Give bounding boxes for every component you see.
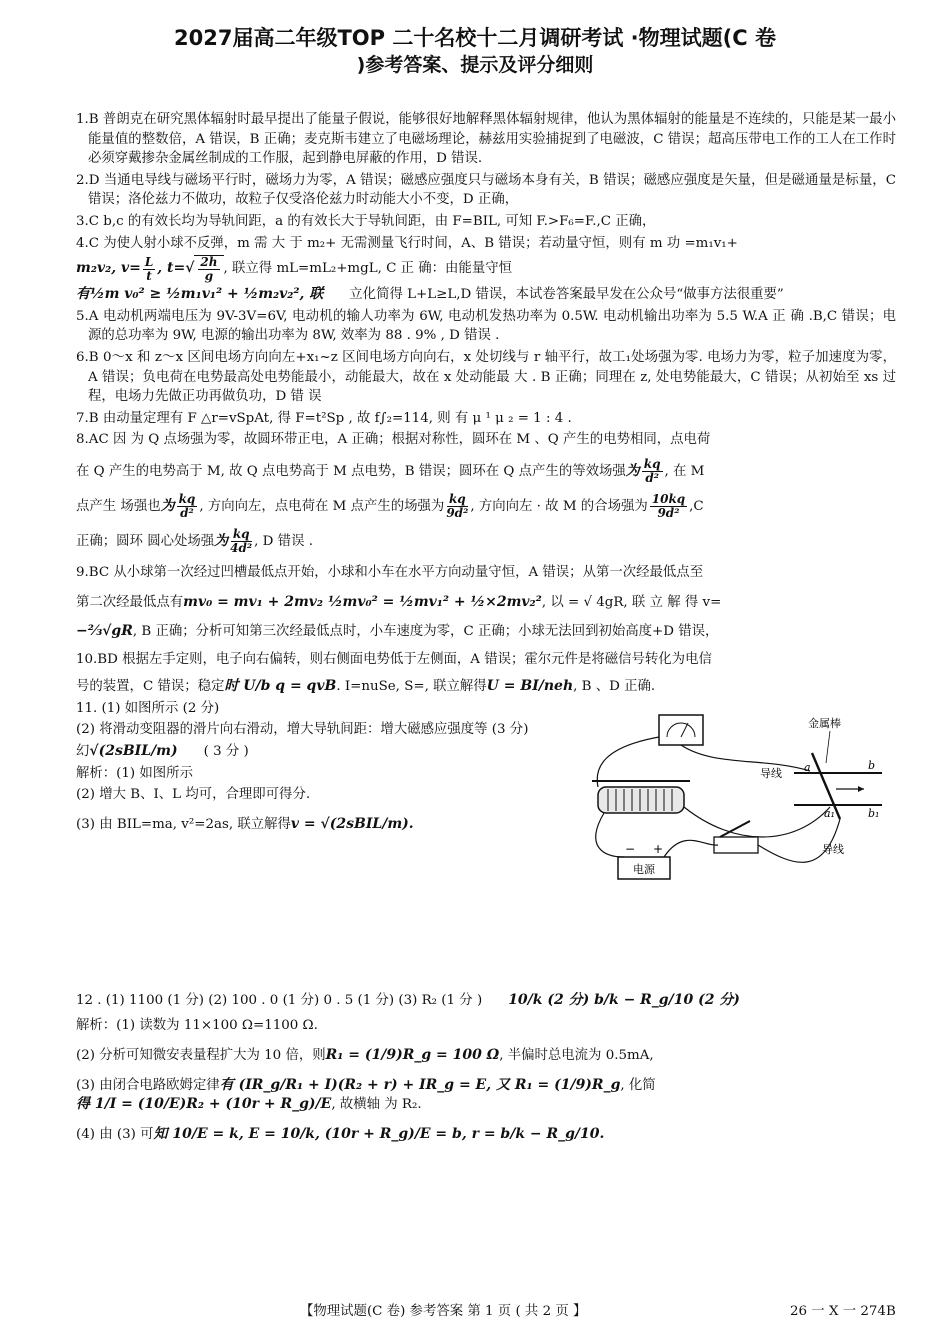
svg-text:a₁: a₁ xyxy=(824,806,835,820)
answer-12-line1: 12 . (1) 1100 (1 分) (2) 100 . 0 (1 分) 0 . 5 (1 分) (3) R₂ (1 分 ) 10/k (2 分) b/k − R_g/10 (2 分) xyxy=(76,991,896,1011)
svg-text:电源: 电源 xyxy=(633,862,655,876)
formula-hall-balance: 时 U/b q = qvB xyxy=(224,678,337,695)
answer-10-line2: 号的装置，C 错误；稳定 时 U/b q = qvB . I=nuSe, S=, 联立解得 U = BI/neh , B 、D 正确. xyxy=(76,677,896,697)
svg-text:a: a xyxy=(804,760,811,774)
formula-simplified: 得 1/I = (10/E)R₂ + (10r + R_g)/E xyxy=(76,1096,332,1113)
answer-4-line2 xyxy=(76,255,896,283)
fraction-kq-d2: $\frac{kq}{\text{d²}}$ xyxy=(643,456,661,485)
answer-3: 3.C b,c 的有效长均为导轨间距，a 的有效长大于导轨间距，由 F=BIL, 可知 F.>F₆=F.,C 正确， xyxy=(76,213,656,229)
fraction-kq-9d2: $\frac{kq}{\text{9d²}}$ xyxy=(446,491,469,520)
svg-text:+: + xyxy=(652,841,664,856)
page-footer: 【物理试题(C 卷) 参考答案 第 1 页 ( 共 2 页 】 xyxy=(300,1304,587,1319)
fraction-kq-d2-b: $\frac{kq}{\text{d²}}$ xyxy=(178,491,196,520)
svg-text:−: − xyxy=(624,841,636,856)
answer-12-analysis2: (2) 分析可知微安表量程扩大为 10 倍，则 R₁ = (1/9)R_g = 100 Ω , 半偏时总电流为 0.5mA, xyxy=(76,1046,896,1066)
answer-11-analysis3: (3) 由 BIL=ma, v²=2as, 联立解得 v = √(2sBIL/m). xyxy=(76,815,556,835)
meter-icon xyxy=(659,715,703,745)
formula-R1: R₁ = (1/9)R_g = 100 Ω xyxy=(325,1047,500,1064)
answer-7: 7.B 由动量定理有 F △r=vSpAt, 得 F=t²Sp , 故 f∫₂=114, 则 有 μ ¹ μ ₂ = 1 : 4 . xyxy=(76,410,572,426)
answer-4-line3-text: 立化简得 L+L≥L,D 错误，本试卷答案最早发在公众号“做事方法很重要” xyxy=(349,287,784,303)
answer-11-line2: (2) 将滑动变阻器的滑片向右滑动，增大导轨间距：增大磁感应强度等 (3 分) xyxy=(76,722,529,738)
answer-11-line1: 11. (1) 如图所示 (2 分) xyxy=(76,700,220,716)
answer-11-analysis2: (2) 增大 B、I、L 均可，合理即可得分. xyxy=(76,787,311,803)
svg-text:导线: 导线 xyxy=(822,842,844,856)
formula-velocity-result: −⅔√gR xyxy=(76,623,133,640)
answer-8-line3: 点产生 场强也 为 $\frac{kq}{\text{d²}}$ , 方向向左，点电荷在 M 点产生的场强为 $\frac{kq}{\text{9d²}}$ , 方向向左 · 故 M 的合场强为 $\frac{10kq}{\text{9d²}}$ ,C xyxy=(76,491,704,520)
answer-11-analysis1: 解析：(1) 如图所示 xyxy=(76,765,193,781)
answer-12-analysis1: 解析：(1) 读数为 11×100 Ω=1100 Ω. xyxy=(76,1018,318,1034)
formula-ohm-law: 有 (IR_g/R₁ + I)(R₂ + r) + IR_g = E, 又 R₁ = (1/9)R_g xyxy=(219,1076,621,1093)
formula-momentum-end: m₂v₂, v= xyxy=(76,260,141,277)
answer-8-line2: 在 Q 产生的电势高于 M, 故 Q 点电势高于 M 点电势，B 错误；圆环在 Q 点产生的等效场强 为 $\frac{kq}{\text{d²}}$ , 在 M xyxy=(76,456,705,485)
answer-8-line4: 正确；圆环 圆心处场强 为 $\frac{kq}{\text{4d²}}$ , D 错误 . xyxy=(76,526,313,555)
answer-11 xyxy=(76,699,896,989)
formula-sqrt-2sBIL-m: √(2sBIL/m) xyxy=(89,743,178,760)
answer-6: 6.B 0～x 和 z～x 区间电场方向向左+x₁~z 区间电场方向向右，x 处切线与 r 轴平行，故工₁处场强为零. 电场力为零，粒子加速度为零，A 错误；负电荷在电势最高处电势能最小，动能最大，故在 x 处动能最 大 . B 正确；同理在 z, 处电势能最大，C 错误；从初始至 xs 过程，电场力先做正功再做负功，D 错 误 xyxy=(76,349,896,405)
rheostat-icon xyxy=(598,787,684,813)
svg-text:导线: 导线 xyxy=(760,766,782,780)
sqrt-2h-over-g: √ $\frac{2h}{g}$ xyxy=(185,255,223,283)
answer-4-line3: 有 ½m v₀² ≥ ½m₁v₁² + ½m₂v₂², 联 立化简得 L+L≥L,D 错误，本试卷答案最早发在公众号“做事方法很重要” xyxy=(76,285,896,305)
wire-meter-rail xyxy=(681,745,810,771)
answer-12-analysis3: (3) 由闭合电路欧姆定律 有 (IR_g/R₁ + I)(R₂ + r) + IR_g = E, 又 R₁ = (1/9)R_g , 化简 得 1/I = (10/E)R₂ + (10r + R_g)/E , 故横轴 为 R₂. xyxy=(76,1076,896,1115)
answer-body xyxy=(76,110,896,1146)
svg-text:b: b xyxy=(868,758,876,772)
answer-9-line3: −⅔√gR , B 正确；分析可知第三次经最低点时，小车速度为零，C 正确；小球无法回到初始高度+D 错误， xyxy=(76,622,896,642)
svg-text:金属棒: 金属棒 xyxy=(808,716,841,730)
formula-v-result: v = √(2sBIL/m). xyxy=(290,815,414,832)
fraction-10kq-9d2: $\frac{10kq}{\text{9d²}}$ xyxy=(651,491,686,520)
formula-momentum-energy: mv₀ = mv₁ + 2mv₂ ½mv₀² = ½mv₁² + ½×2mv₂² xyxy=(183,593,542,610)
answer-5: 5.A 电动机两端电压为 9V-3V=6V, 电动机的输人功率为 6W, 电动机发热功率为 0.5W. 电动机输出功率为 5.5 W.A 正 确 .B,C 错误；电源的总功率为 9W, 电源的输出功率为 8W, 效率为 88 . 9% , D 错误 . xyxy=(76,308,896,344)
answer-4-line1: 4.C 为使人射小球不反弹，m 需 大 于 m₂+ 无需测量飞行时间，A、B 错误；若动量守恒，则有 m 功 =m₁v₁+ xyxy=(76,235,738,251)
answer-9-line1: 9.BC 从小球第一次经过凹槽最低点开始，小球和小车在水平方向动量守恒，A 错误；从第一次经最低点至 xyxy=(76,564,704,580)
answer-11-line3: 幻 √(2sBIL/m) ( 3 分 ) xyxy=(76,742,556,762)
formula-final: 知 10/E = k, E = 10/k, (10r + R_g)/E = b, r = b/k − R_g/10. xyxy=(153,1125,605,1142)
answer-9-line2: 第二次经最低点有 mv₀ = mv₁ + 2mv₂ ½mv₀² = ½mv₁² + ½×2mv₂² , 以 = √ 4gR, 联 立 解 得 v= xyxy=(76,593,896,613)
answer-12-analysis4: (4) 由 (3) 可 知 10/E = k, E = 10/k, (10r + R_g)/E = b, r = b/k − R_g/10. xyxy=(76,1125,896,1145)
answer-10-line1: 10.BD 根据左手定则，电子向右偏转，则右侧面电势低于左侧面，A 错误；霍尔元件是将磁信号转化为电信 xyxy=(76,651,712,667)
answer-8-line1: 8.AC 因 为 Q 点场强为零，故圆环带正电，A 正确；根据对称性，圆环在 M 、Q 产生的电势相同，点电荷 xyxy=(76,432,711,448)
fraction-L-over-t: $\frac{L}{t}$ xyxy=(144,254,154,283)
answer-1: 1.B 普朗克在研究黑体辐射时最早提出了能量子假说，能够很好地解释黑体辐射规律，他认为黑体辐射的能量是不连续的，只能是某一最小能量值的整数倍，A 错误，B 正确；麦克斯韦建立了电磁场理论，赫兹用实验捕捉到了电磁波，C 错误；超高压带电工作的工人在工作时必须穿戴掺杂金属丝制成的工作服，起到静电屏蔽的作用，D 错误. xyxy=(76,112,896,167)
formula-hall-voltage: U = BI/neh xyxy=(486,678,574,695)
switch-icon xyxy=(714,837,758,853)
document-subtitle: )参考答案、提示及评分细则 xyxy=(356,54,594,76)
formula-energy-inequality: ½m v₀² ≥ ½m₁v₁² + ½m₂v₂², 联 xyxy=(90,286,324,303)
formula-t-label: , t= xyxy=(157,260,186,277)
svg-text:b₁: b₁ xyxy=(868,806,880,820)
answer-4-line2-text: , 联立得 mL=mL₂+mgL, C 正 确：由能量守恒 xyxy=(223,261,512,277)
fraction-kq-4d2: $\frac{kq}{\text{4d²}}$ xyxy=(230,526,253,555)
circuit-diagram xyxy=(564,707,884,887)
formula-12-answers: 10/k (2 分) b/k − R_g/10 (2 分) xyxy=(508,991,740,1008)
document-title: 2027届高二年级TOP 二十名校十二月调研考试 ·物理试题(C 卷 xyxy=(174,26,776,50)
answer-2: 2.D 当通电导线与磁场平行时，磁场力为零，A 错误；磁感应强度只与磁场本身有关，B 错误；磁感应强度是矢量，但是磁通量是标量，C 错误；洛伦兹力不做功，故粒子仅受洛伦兹力时动能大小不变，D 正确， xyxy=(76,172,896,208)
document-code: 26 一 X 一 274B xyxy=(790,1304,896,1319)
